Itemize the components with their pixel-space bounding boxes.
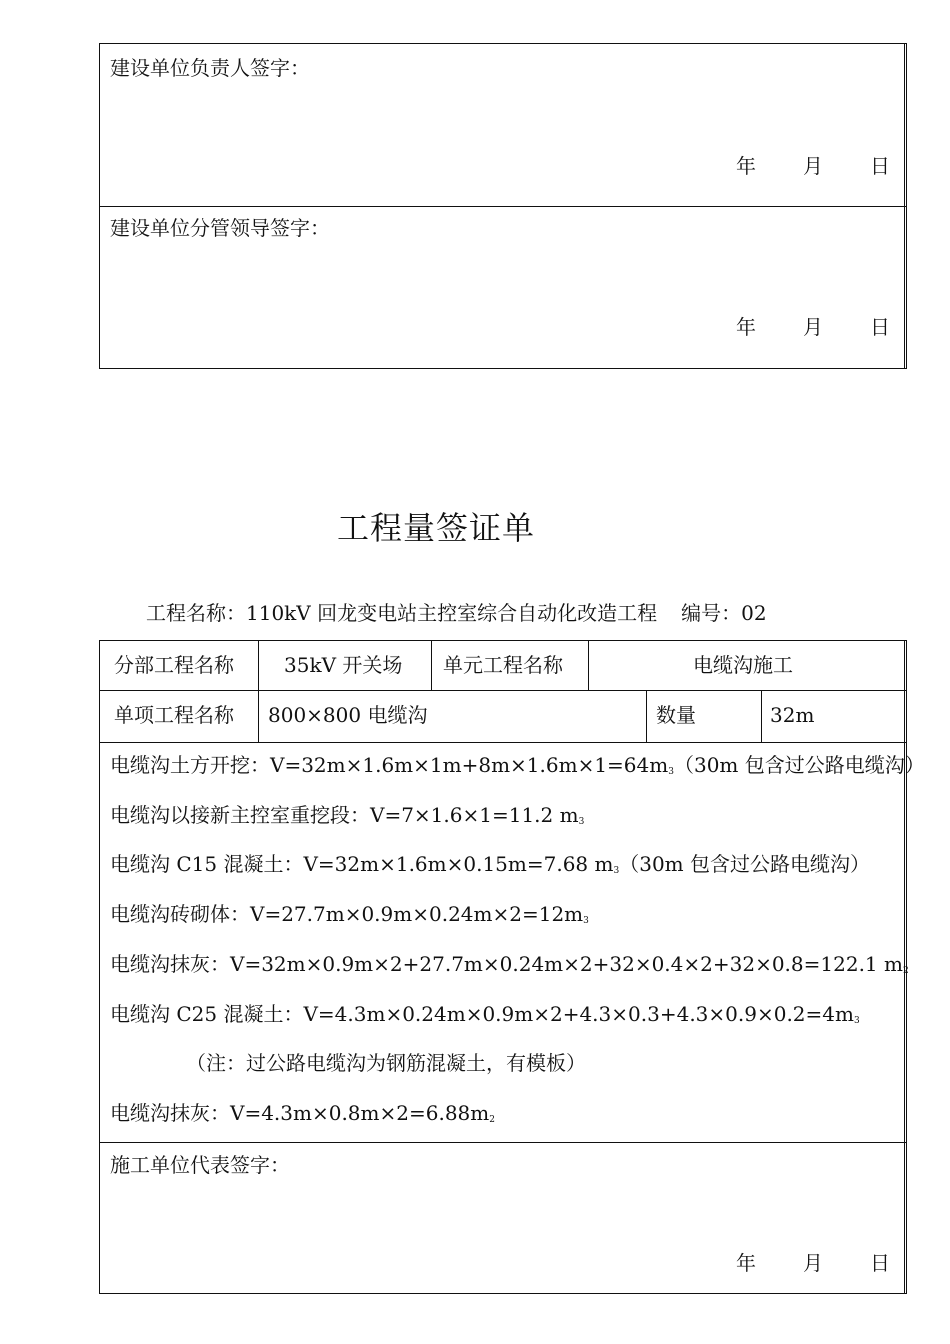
calc-line-8: 电缆沟抹灰：$V=4.3m\times 0.8m\times 2=6.88m_2$ <box>110 1101 495 1125</box>
project-line <box>146 601 767 625</box>
divider <box>99 690 907 691</box>
date-day: 日 <box>870 154 890 178</box>
project-number-label: 编号： <box>681 601 742 625</box>
project-name-value: 110kV 回龙变电站主控室综合自动化改造工程 <box>246 601 658 625</box>
unit-project-value: 电缆沟施工 <box>693 653 793 677</box>
sub-project-value: 35kV 开关场 <box>284 653 403 677</box>
date-month: 月 <box>803 315 823 339</box>
divider <box>99 206 907 207</box>
unit-project-label: 单元工程名称 <box>443 653 563 677</box>
date-year: 年 <box>736 315 756 339</box>
date-year: 年 <box>736 154 756 178</box>
date-year: 年 <box>736 1251 756 1275</box>
sub-project-label: 分部工程名称 <box>114 653 234 677</box>
project-name-label: 工程名称： <box>146 601 246 625</box>
contractor-signature-label: 施工单位代表签字： <box>110 1153 290 1177</box>
calc-line-6: 电缆沟 C25 混凝土：$V=4.3m\times 0.24m\times 0.9m\times 2+4.3\times 0.3+4.3\times 0.9\times 0.2=4m_3$ <box>110 1002 860 1026</box>
calc-line-1: 电缆沟土方开挖：$V=32m\times 1.6m\times 1m+8m\times 1.6m\times 1=64m_3(30m$ 包含过公路电缆沟） <box>110 753 925 777</box>
calc-line-2: 电缆沟以接新主控室重挖段：V=7×1.6×1=11.2 $m_3$ <box>110 803 585 827</box>
calc-line-5: 电缆沟抹灰：V=32m×0.9m×2+27.7m×0.24m×2+32×0.4×2+32×0.8=122.1 $m_2$ <box>110 952 909 976</box>
divider <box>588 640 589 690</box>
date-month: 月 <box>803 154 823 178</box>
divider <box>99 1142 907 1143</box>
divider <box>761 690 762 742</box>
calc-line-3: 电缆沟 C15 混凝土：V=32m×1.6m×0.15m=7.68 $m_3(30m$ 包含过公路电缆沟） <box>110 852 870 876</box>
project-number-value: 02 <box>741 601 767 625</box>
quantity-label: 数量 <box>656 703 696 727</box>
divider <box>646 690 647 742</box>
divider <box>258 640 259 690</box>
date-day: 日 <box>870 315 890 339</box>
owner-manager-signature-label: 建设单位分管领导签字： <box>110 216 330 240</box>
owner-leader-signature-label: 建设单位负责人签字： <box>110 56 310 80</box>
item-project-label: 单项工程名称 <box>114 703 234 727</box>
date-month: 月 <box>803 1251 823 1275</box>
page-title: 工程量签证单 <box>337 509 536 547</box>
calc-note: （注：过公路电缆沟为钢筋混凝土，有模板） <box>186 1051 586 1075</box>
quantity-value: 32m <box>770 703 815 727</box>
calc-line-4: 电缆沟砖砌体：$V=27.7m\times 0.9m\times 0.24m\times 2=12m_3$ <box>110 902 589 926</box>
divider <box>431 640 432 690</box>
item-project-value: 800×800 电缆沟 <box>268 703 428 727</box>
divider <box>99 742 907 743</box>
date-day: 日 <box>870 1251 890 1275</box>
divider <box>258 690 259 742</box>
